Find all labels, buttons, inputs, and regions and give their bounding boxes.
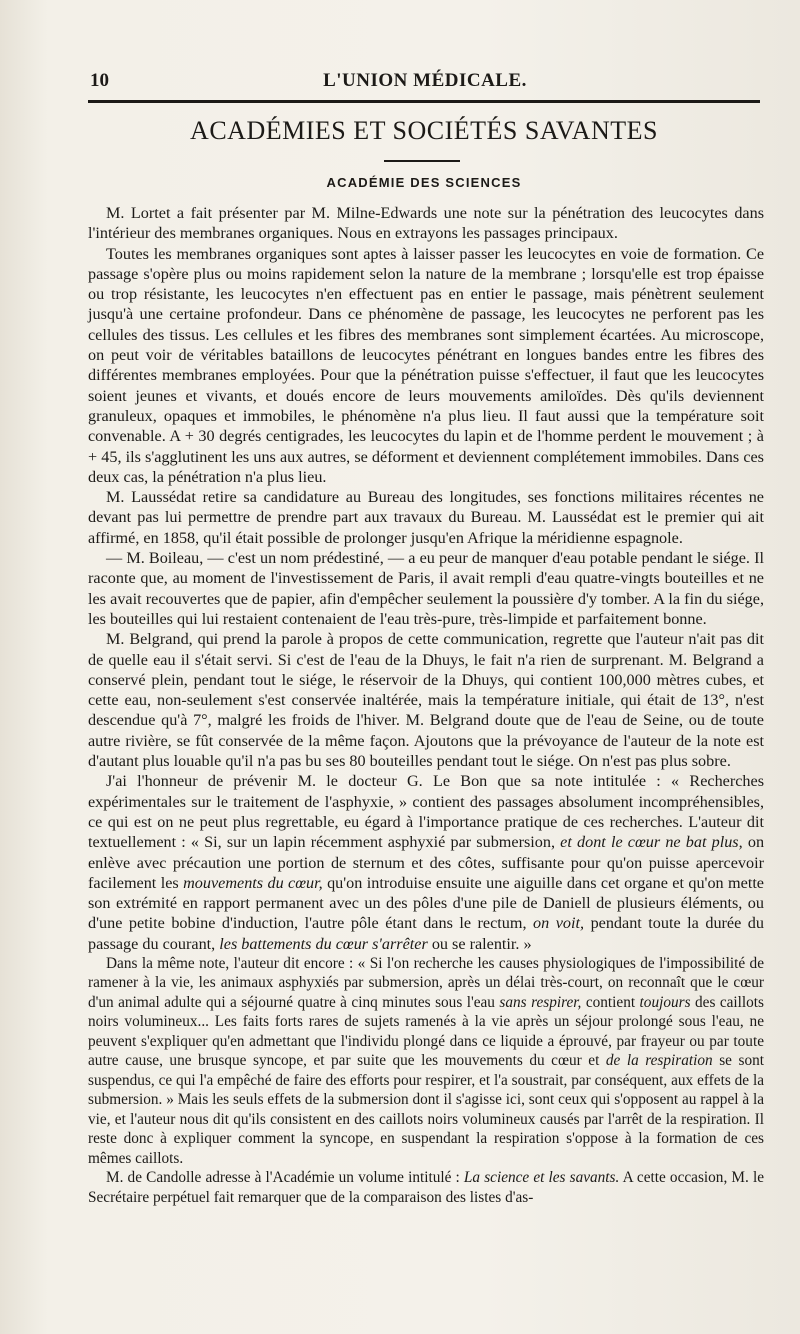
- italic-run: sans respirer,: [499, 993, 582, 1011]
- paragraph-candolle: [88, 1168, 764, 1207]
- italic-run: et dont le cœur ne bat plus,: [560, 833, 743, 852]
- text-run: A cette occasion, M. le Secrétaire perpétuel fait remarquer que de la comparaison des listes d'as-: [88, 1169, 764, 1206]
- paragraph-leucocytes: Toutes les membranes organiques sont aptes à laisser passer les leucocytes en voie de formation. Ce passage s'opère plus ou moins rapidement selon la nature de la membrane ; lorsqu'elle est trop épaisse ou trop résistante, les leucocytes n'en effectuent pas en entier le passage, mais pénètrent seulement jusqu'à une certaine profondeur. Dans ce phénomène de passage, les leucocytes ne perforent pas les cellules des tissus. Les cellules et les fibres des membranes sont simplement écartées. Au microscope, on peut voir de véritables bataillons de leucocytes pénétrant en longues bandes entre les fibres des différentes membranes employées. Pour que la pénétration puisse s'effectuer, il faut que les leucocytes soient jeunes et vivants, et doués encore de leurs mouvements amiloïdes. Dès qu'ils deviennent granuleux, opaques et immobiles, le phénomène n'a plus lieu. Il faut aussi que la température soit convenable. A + 30 degrés centigrades, les leucocytes du lapin et de l'homme perdent le mouvement ; à + 45, ils s'agglutinent les uns aux autres, se déforment et deviennent complétement immobiles. Dans ces deux cas, la pénétration n'a plus lieu.: [88, 244, 764, 486]
- paragraph-le-bon-note: [88, 771, 764, 954]
- paragraph-boileau: — M. Boileau, — c'est un nom prédestiné, — a eu peur de manquer d'eau potable pendant le siége. Il raconte que, au moment de l'investissement de Paris, il avait rempli d'eau quatre-vingts bouteilles et ne les avait recouvertes que de papier, afin d'empêcher seulement la poussière d'y tomber. A la fin du siége, les bouteilles qui lui restaient contenaient de l'eau très-pure, très-limpide et parfaitement bonne.: [88, 549, 764, 628]
- text-run: contient: [585, 993, 636, 1011]
- text-run: se sont suspendus, ce qui l'a empêché de faire des efforts pour respirer, et l'a soustrait, par conséquent, aux effets de la submersion. » Mais les seuls effets de la submersion dont il s'agisse ici, sont ceux qui s'opposent au rappel à la vie, et l'auteur nous dit qu'ils consistent en des caillots noirs volumineux causés par l'arrêt de la respiration. Il reste donc à expliquer comment la syncope, en suspendant la respiration s'oppose à la formation de ces mêmes caillots.: [88, 1052, 764, 1167]
- small-print-section: [88, 954, 764, 1208]
- text-run: Dans la même note, l'auteur dit encore : « Si l'on recherche les causes physiologiques de l'impossibilité de ramener à la vie, les animaux asphyxiés par submersion, après un délai très-court, on reconnaît que le cœur d'un animal adulte qui a séjourné quatre à cinq minutes sous l'eau: [88, 954, 764, 1011]
- section-divider: [384, 160, 460, 162]
- italic-run: La science et les savants.: [463, 1169, 620, 1187]
- text-run: pendant toute la durée du passage du courant,: [88, 914, 764, 953]
- header-rule: [88, 100, 760, 103]
- journal-title: L'UNION MÉDICALE.: [323, 70, 527, 91]
- subsection-title: ACADÉMIE DES SCIENCES: [326, 175, 522, 190]
- italic-run: de la respiration: [605, 1052, 713, 1070]
- article-body: [88, 203, 764, 1207]
- text-run: des caillots noirs volumineux... Les faits forts rares de sujets ramenés à la vie après un séjour prolongé sous l'eau, ne peuvent s'expliquer qu'en admettant que l'individu plongé dans ce liquide a éprouvé, par frayeur ou par toute autre cause, une brusque syncope, et par suite que les mouvements du cœur et: [88, 993, 765, 1070]
- italic-run: les battements du cœur s'arrêter: [219, 934, 428, 953]
- text-run: J'ai l'honneur de prévenir M. le docteur G. Le Bon que sa note intitulée : « Recherches expérimentales sur le traitement de l'asphyxie, » contient des passages absolument incompréhensibles, ce qui est on ne peut plus regrettable, eu égard à l'importance pratique de ces recherches. L'auteur dit textuellement : « Si, sur un lapin récemment asphyxié par submersion,: [88, 772, 764, 852]
- page-number: 10: [90, 70, 109, 91]
- italic-run: mouvements du cœur,: [183, 873, 323, 892]
- paragraph-asphyxie: [88, 954, 764, 1169]
- text-run: ou se ralentir. »: [431, 934, 532, 953]
- text-run: on enlève avec précaution une portion de sternum et des côtes, suffisante pour qu'on puisse apercevoir facilement les: [88, 833, 765, 892]
- text-run: M. de Candolle adresse à l'Académie un volume intitulé :: [106, 1169, 460, 1187]
- paragraph-lortet: M. Lortet a fait présenter par M. Milne-Edwards une note sur la pénétration des leucocytes dans l'intérieur des membranes organiques. Nous en extrayons les passages principaux.: [88, 204, 764, 243]
- italic-run: toujours: [639, 993, 691, 1011]
- section-title: ACADÉMIES ET SOCIÉTÉS SAVANTES: [190, 116, 658, 145]
- text-run: qu'on introduise ensuite une aiguille dans cet organe et qu'on mette son extrémité en rapport permanent avec un des pôles d'une pile de Daniell de plusieurs éléments, ou d'une petite bobine d'induction, l'autre pôle étant dans le rectum,: [88, 873, 764, 933]
- paragraph-laussedat: M. Laussédat retire sa candidature au Bureau des longitudes, ses fonctions militaires récentes ne devant pas lui permettre de prendre part aux travaux du Bureau. M. Laussédat est le premier qui ait affirmé, en 1858, qu'il était possible de prolonger jusqu'en Afrique la méridienne espagnole.: [88, 488, 764, 547]
- page-header: [90, 68, 760, 96]
- paragraph-belgrand: M. Belgrand, qui prend la parole à propos de cette communication, regrette que l'auteur n'ait pas dit de quelle eau il s'était servi. Si c'est de l'eau de la Dhuys, le fait n'a rien de surprenant. M. Belgrand a conservé plein, pendant tout le siége, le réservoir de la Dhuys, qui contient 100,000 mètres cubes, et cette eau, non-seulement s'est conservée inaltérée, mais la température initiale, qui était de 13°, n'est descendue qu'à 7°, malgré les froids de l'hiver. M. Belgrand doute que de l'eau de Seine, ou de toute autre rivière, se fût conservée de la même façon. Ajoutons que la prévoyance de l'auteur de la note est d'autant plus louable qu'il n'a pas bu ses 80 bouteilles pendant tout le siége. On n'est pas plus sobre.: [88, 630, 764, 771]
- italic-run: on voit,: [533, 914, 585, 933]
